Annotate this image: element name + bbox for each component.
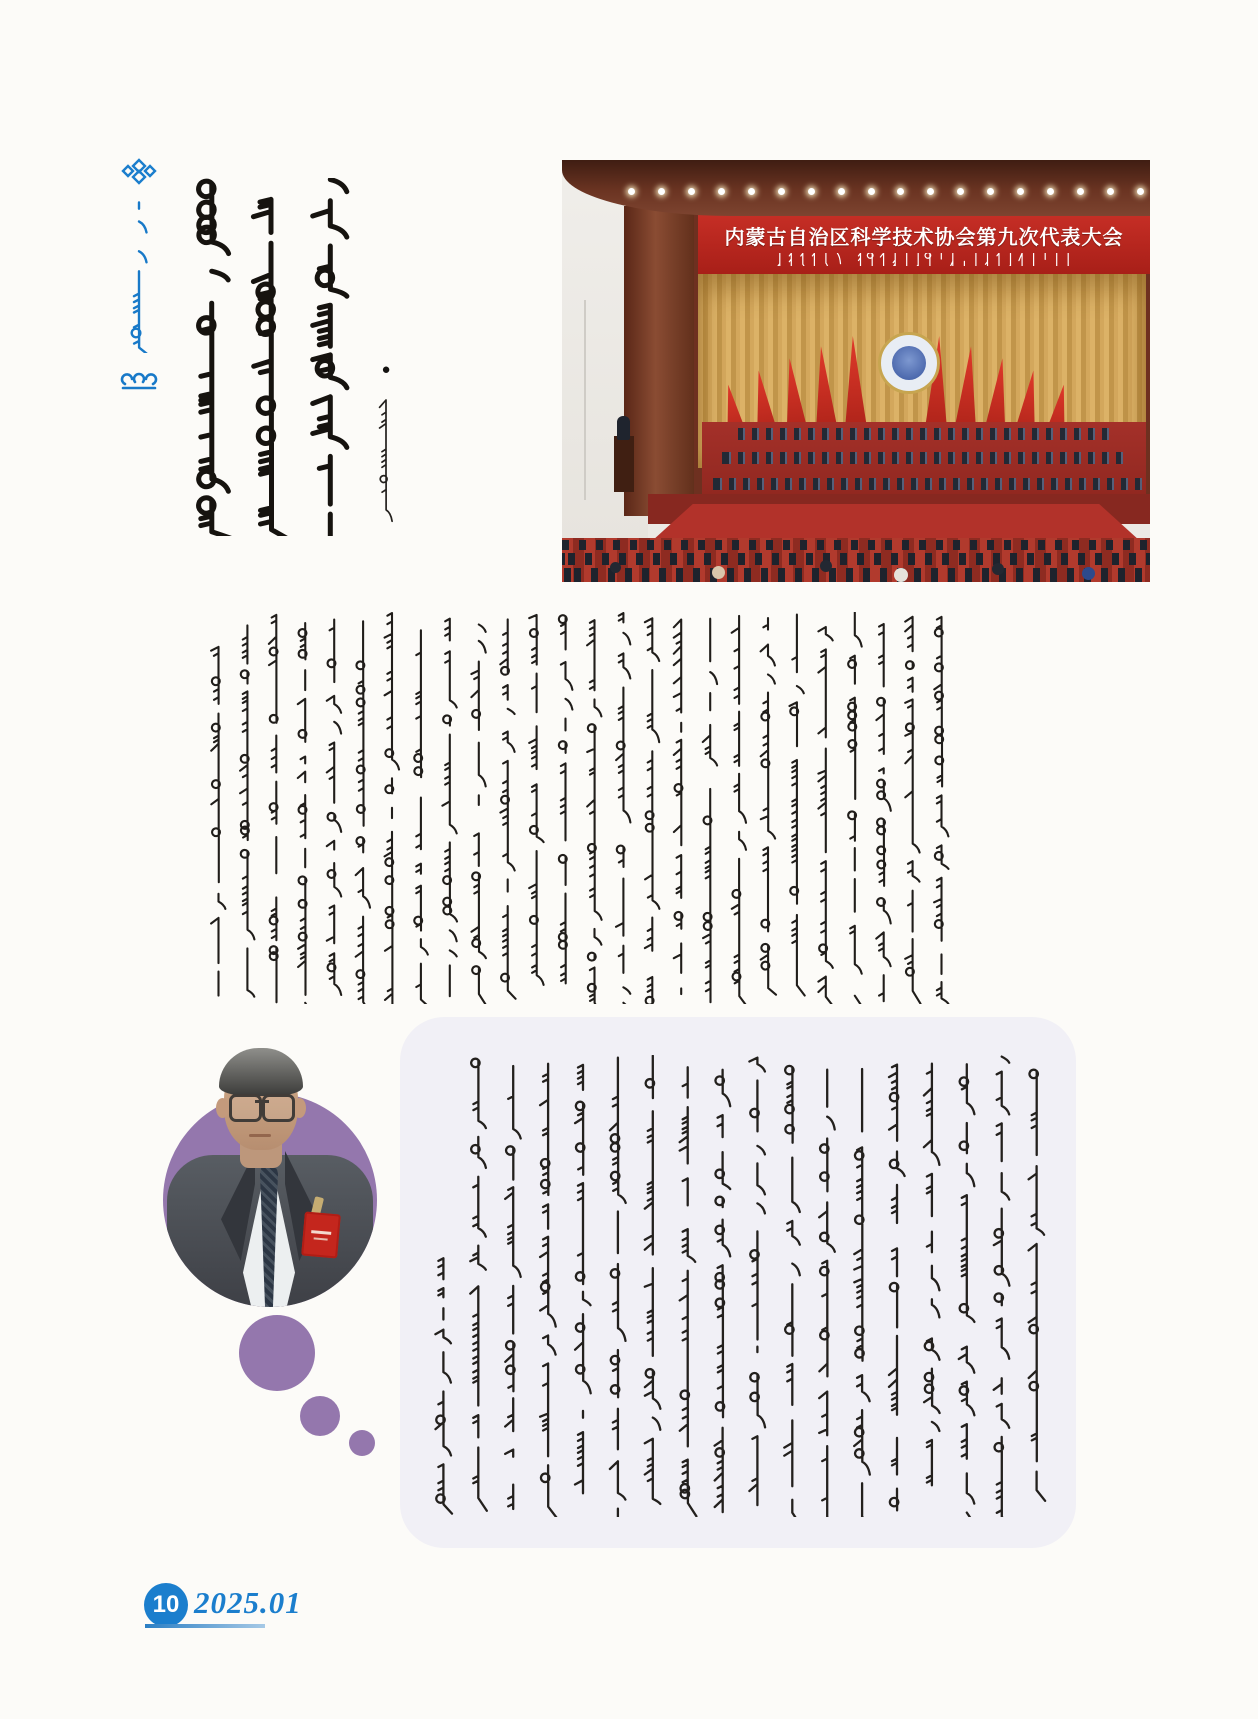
- banner-chinese-text: 内蒙古自治区科学技术协会第九次代表大会: [724, 226, 1124, 249]
- photo-ceiling-lights: [628, 184, 1144, 198]
- byline-text: [376, 383, 396, 529]
- byline-bullet: ●: [381, 361, 391, 378]
- byline: [374, 362, 398, 540]
- portrait-ear-left: [216, 1098, 229, 1118]
- portrait-hair: [219, 1048, 303, 1096]
- issue-date: 2025.01: [194, 1585, 302, 1620]
- bubble-dot-small: [349, 1430, 375, 1456]
- pull-quote-text: [426, 1055, 1054, 1517]
- banner-mongolian-text: [774, 253, 1074, 266]
- portrait-mouth: [249, 1134, 271, 1137]
- masthead-text: [128, 201, 150, 353]
- bubble-dot-medium: [300, 1396, 340, 1436]
- page-number: 10: [152, 1591, 180, 1618]
- photo-door-line: [584, 300, 586, 500]
- masthead-banner: [114, 158, 164, 390]
- pull-quote-box: [400, 1017, 1076, 1548]
- cloud-scroll-icon: [119, 368, 159, 390]
- photo-stage-banner: [698, 212, 1150, 274]
- photo-audience: [562, 538, 1150, 582]
- ornamental-knot-icon: [121, 158, 157, 186]
- article-body-text: [204, 612, 956, 1004]
- photo-wood-pillar: [624, 206, 694, 516]
- conference-badge: [301, 1212, 341, 1259]
- photo-speaker: [617, 416, 630, 440]
- association-emblem: [878, 332, 940, 394]
- photo-podium: [614, 436, 634, 492]
- page-number-badge: [144, 1583, 188, 1627]
- article-headline: [182, 178, 360, 536]
- glasses-bridge: [255, 1100, 269, 1103]
- glasses: [229, 1094, 295, 1118]
- congress-photo: [562, 160, 1150, 582]
- footer-rule: [145, 1624, 265, 1628]
- bubble-dot-large: [239, 1315, 315, 1391]
